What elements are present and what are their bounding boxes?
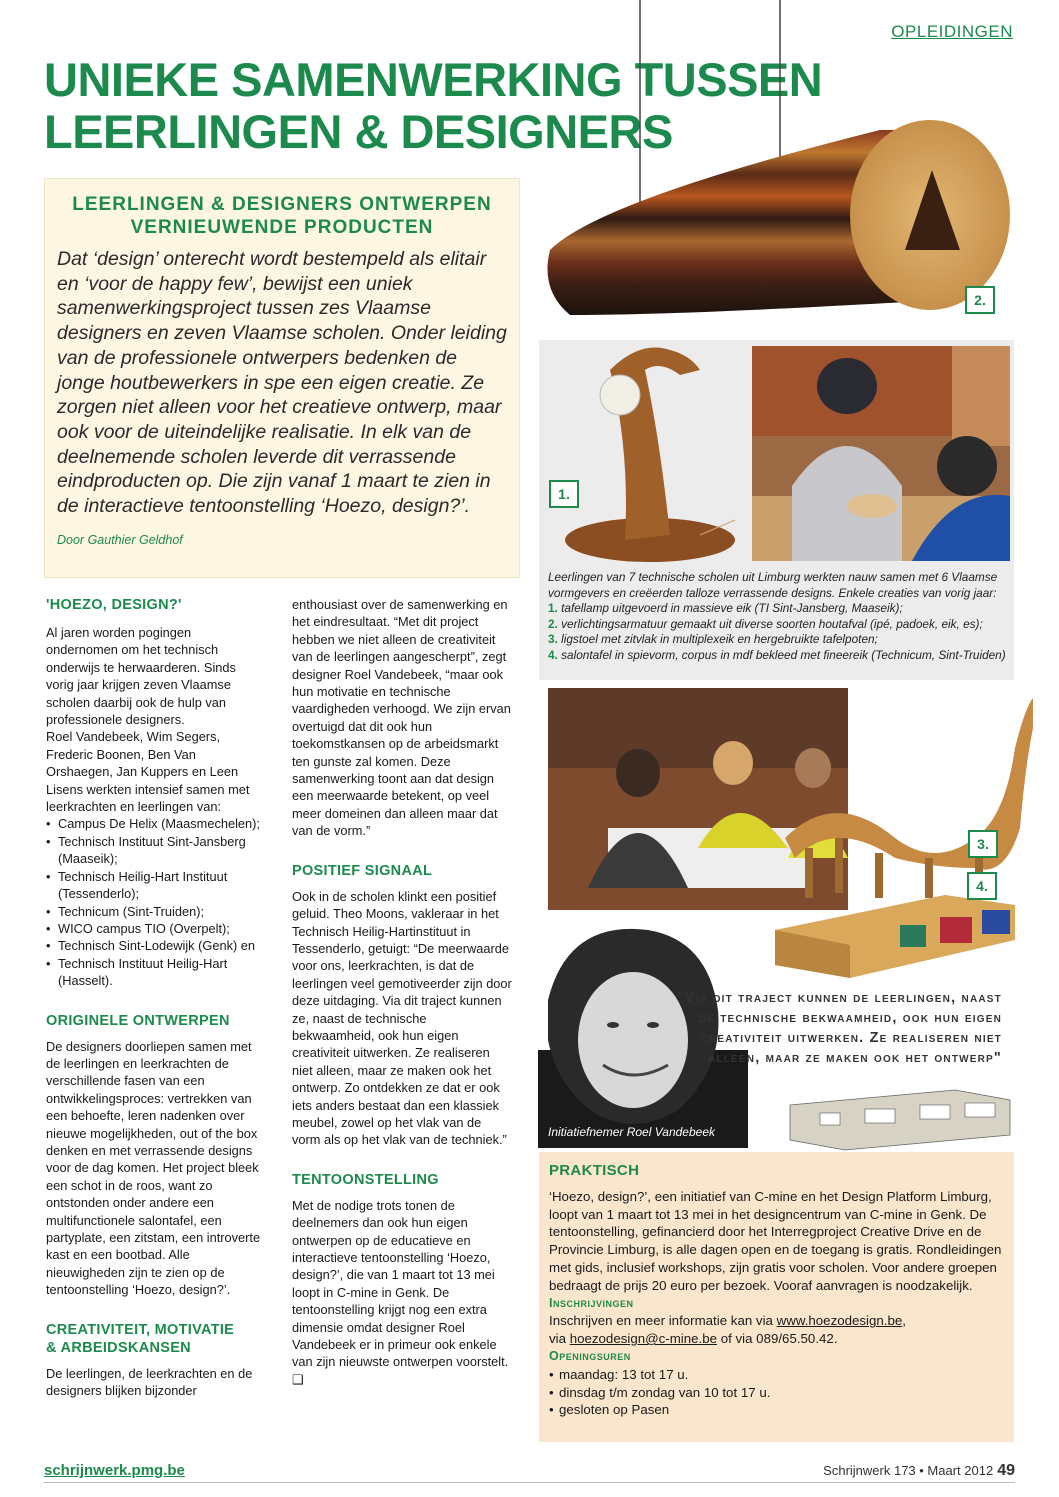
photo-table-lamp	[550, 330, 740, 565]
article-column-1	[46, 596, 266, 1399]
page-number: 49	[997, 1462, 1015, 1479]
intro-heading-line-1: LEERLINGEN & DESIGNERS ONTWERPEN	[72, 194, 492, 215]
footer-issue: Schrijnwerk 173 • Maart 2012 49	[823, 1462, 1015, 1479]
list-item: • dinsdag t/m zondag van 10 tot 17 u.	[549, 1384, 1004, 1402]
pull-quote: "Via dit traject kunnen de leerlingen, naast de technische bekwaamheid, ook hun eigen creativiteit uitwerken. Ze realiseren niet alleen, maar ze maken ook het ontwerp"	[676, 990, 1002, 1066]
paragraph: Met de nodige trots tonen de deelnemers dan ook hun eigen ontwerpen op de educatieve en interactieve tentoonstelling ‘Hoezo, design?’, die van 1 maart tot 13 mei loopt in C-mine in Genk. De tentoonstelling krijgt nog een extra dimensie omdat designer Roel Vandebeek er in primeur ook enkele van zijn nieuwste ontwerpen voorstelt. ❑	[292, 1197, 509, 1387]
list-item: • Campus De Helix (Maasmechelen);	[46, 815, 266, 832]
registration-info: Inschrijven en meer informatie kan via www.hoezodesign.be, via hoezodesign@c-mine.be of via 089/65.50.42.	[549, 1313, 906, 1347]
byline: Door Gauthier Geldhof	[57, 532, 183, 547]
photo-caption	[548, 570, 1018, 664]
intro-text: Dat ‘design’ onterecht wordt bestempeld als elitair en ‘voor de happy few’, bewijst een uniek samenwerkingsproject tussen zes Vlaamse designers en zeven Vlaamse scholen. Onder leiding van de professionele ontwerpers bedenken de jonge houtbewerkers in spe een eigen creatie. Ze zorgen niet alleen voor het creatieve ontwerp, maar ook voor de uiteindelijke realisatie. In elk van de deelnemende scholen leverde dit verrassende eindproducten op. Die zijn vanaf 1 maart te zien in de interactieve tentoonstelling ‘Hoezo, design?’.	[57, 248, 507, 518]
opening-hours-list	[549, 1366, 1004, 1419]
section-label: OPLEIDINGEN	[891, 22, 1013, 41]
paragraph: enthousiast over de samenwerking en het eindresultaat. “Met dit project hebben we niet alleen de creativiteit van de leerlingen aangescherpt”, zegt designer Roel Vandebeek, “maar ook hun motivatie en technische vaardigheden verhoogd. We zijn ervan overtuigd dat dit ook hun toekomstkansen op de arbeidsmarkt ten gunste zal komen. Deze samenwerking toont aan dat design een meerwaarde betekent, op veel meer domeinen dan alleen maar dat van de vorm.”	[292, 597, 511, 839]
photo-badge-2: 2.	[965, 286, 995, 314]
list-item: • Technisch Heilig-Hart Instituut (Tessenderlo);	[46, 868, 266, 903]
intro-heading	[57, 193, 507, 239]
intro-box	[44, 178, 520, 578]
praktisch-text: ‘Hoezo, design?’, een initiatief van C-mine en het Design Platform Limburg, loopt van 1 maart tot 13 mei in het designcentrum van C-mine in Genk. De tentoonstelling, gefinancierd door het Interregproject Creative Drive en de Provincie Limburg, is alle dagen open en de toegang is gratis. Rondleidingen met gids, inclusief workshops, zijn gratis voor scholen. Voor andere groepen bedraagt de prijs 20 euro per bezoek. Vooraf aanvragen is noodzakelijk.	[549, 1188, 1002, 1293]
title-line-2: LEERLINGEN & DESIGNERS	[44, 105, 673, 158]
footer-divider	[44, 1482, 1015, 1483]
intro-heading-line-2: VERNIEUWENDE PRODUCTEN	[130, 217, 434, 238]
list-item: • Technisch Instituut Sint-Jansberg (Maaseik);	[46, 833, 266, 868]
paragraph: De designers doorliepen samen met de leerlingen en leerkrachten de verschillende fasen van een ontwikkelingsproces: vertrekken van een behoefte, leren nadenken over nieuwe mogelijkheden, out of the box denken en met verrassende designs voor de dag komen. Het project bleek een schot in de roos, want zo ontstonden onder andere een multifunctionele salontafel, een partyplate, een zitstam, een introverte kast en een bootbad. Alle nieuwigheden zijn te zien op de tentoonstelling ‘Hoezo, design?’.	[46, 1038, 261, 1298]
photo-students-workshop	[752, 346, 1010, 561]
photo-badge-4: 4.	[967, 872, 997, 900]
article-column-2	[292, 596, 512, 1388]
caption-item: 3. ligstoel met zitvlak in multiplexeik en hergebruikte tafelpoten;	[548, 632, 878, 647]
photo-badge-3: 3.	[968, 830, 998, 858]
list-item: • Technisch Sint-Lodewijk (Genk) en	[46, 937, 266, 954]
title-line-1: UNIEKE SAMENWERKING TUSSEN	[44, 53, 823, 106]
list-item: • WICO campus TIO (Overpelt);	[46, 920, 266, 937]
list-item: • gesloten op Pasen	[549, 1401, 1004, 1419]
subheading-hoezo-design: 'HOEZO, DESIGN?'	[46, 597, 182, 613]
caption-item: 1. tafellamp uitgevoerd in massieve eik (TI Sint-Jansberg, Maaseik);	[548, 601, 903, 616]
subheading-positief-signaal: POSITIEF SIGNAAL	[292, 862, 433, 879]
list-item: • maandag: 13 tot 17 u.	[549, 1366, 1004, 1384]
schools-list	[46, 815, 266, 989]
subheading-tentoonstelling: TENTOONSTELLING	[292, 1171, 439, 1188]
paragraph: Ook in de scholen klinkt een positief geluid. Theo Moons, vakleraar in het Technisch Heilig-Hartinstituut in Tessenderlo, getuigt: “De meerwaarde voor ons, leerkrachten, is dat de leerlingen veel gemotiveerder zijn door deze uitdaging. Via dit traject kunnen ze, naast de technische bekwaamheid, ook hun eigen creativiteit uitwerken. Ze realiseren niet alleen, maar ze maken ook het ontwerp. Zo ontdekken ze dat er ook iets anders bestaat dan een klassiek meubel, zowel op het vlak van de vorm als op het vlak van de techniek.”	[292, 888, 512, 1148]
email-link[interactable]: hoezodesign@c-mine.be	[569, 1331, 717, 1347]
subheading-openingsuren: Openingsuren	[549, 1348, 631, 1363]
subheading-originele-ontwerpen: ORIGINELE ONTWERPEN	[46, 1012, 230, 1029]
technical-drawing	[785, 1085, 1015, 1155]
website-link[interactable]: www.hoezodesign.be	[776, 1313, 903, 1329]
photo-coffee-table	[770, 890, 1015, 980]
praktisch-box	[539, 1152, 1014, 1442]
footer-site-link[interactable]: schrijnwerk.pmg.be	[44, 1462, 185, 1479]
paragraph: Roel Vandebeek, Wim Segers, Frederic Boonen, Ben Van Orshaegen, Jan Kuppers en Leen Lisens werkten intensief samen met leerkrachten en leerlingen van:	[46, 729, 250, 815]
portrait-caption: Initiatiefnemer Roel Vandebeek	[548, 1125, 715, 1139]
photo-badge-1: 1.	[549, 480, 579, 508]
list-item: • Technisch Instituut Heilig-Hart (Hasselt).	[46, 955, 266, 990]
paragraph: De leerlingen, de leerkrachten en de designers blijken bijzonder	[46, 1365, 253, 1399]
photo-lamp-log	[540, 100, 1020, 330]
caption-item: 4. salontafel in spievorm, corpus in mdf bekleed met fineereik (Technicum, Sint-Truiden)	[548, 647, 1006, 662]
caption-item: 2. verlichtingsarmatuur gemaakt uit diverse soorten houtafval (ipé, padoek, eik, es);	[548, 616, 983, 631]
subheading-inschrijvingen: Inschrijvingen	[549, 1295, 634, 1310]
caption-intro: Leerlingen van 7 technische scholen uit Limburg werkten nauw samen met 6 Vlaamse vormgevers en creëerden talloze verrassende designs. Enkele creaties van vorig jaar:	[548, 570, 998, 600]
praktisch-heading: PRAKTISCH	[549, 1162, 640, 1179]
subheading-creativiteit: CREATIVITEIT, MOTIVATIE & ARBEIDSKANSEN	[46, 1321, 235, 1356]
paragraph: Al jaren worden pogingen ondernomen om het technisch onderwijs te herwaarderen. Sinds vorig jaar krijgen zeven Vlaamse scholen daarbij ook de hulp van professionele designers.	[46, 625, 236, 728]
list-item: • Technicum (Sint-Truiden);	[46, 903, 266, 920]
